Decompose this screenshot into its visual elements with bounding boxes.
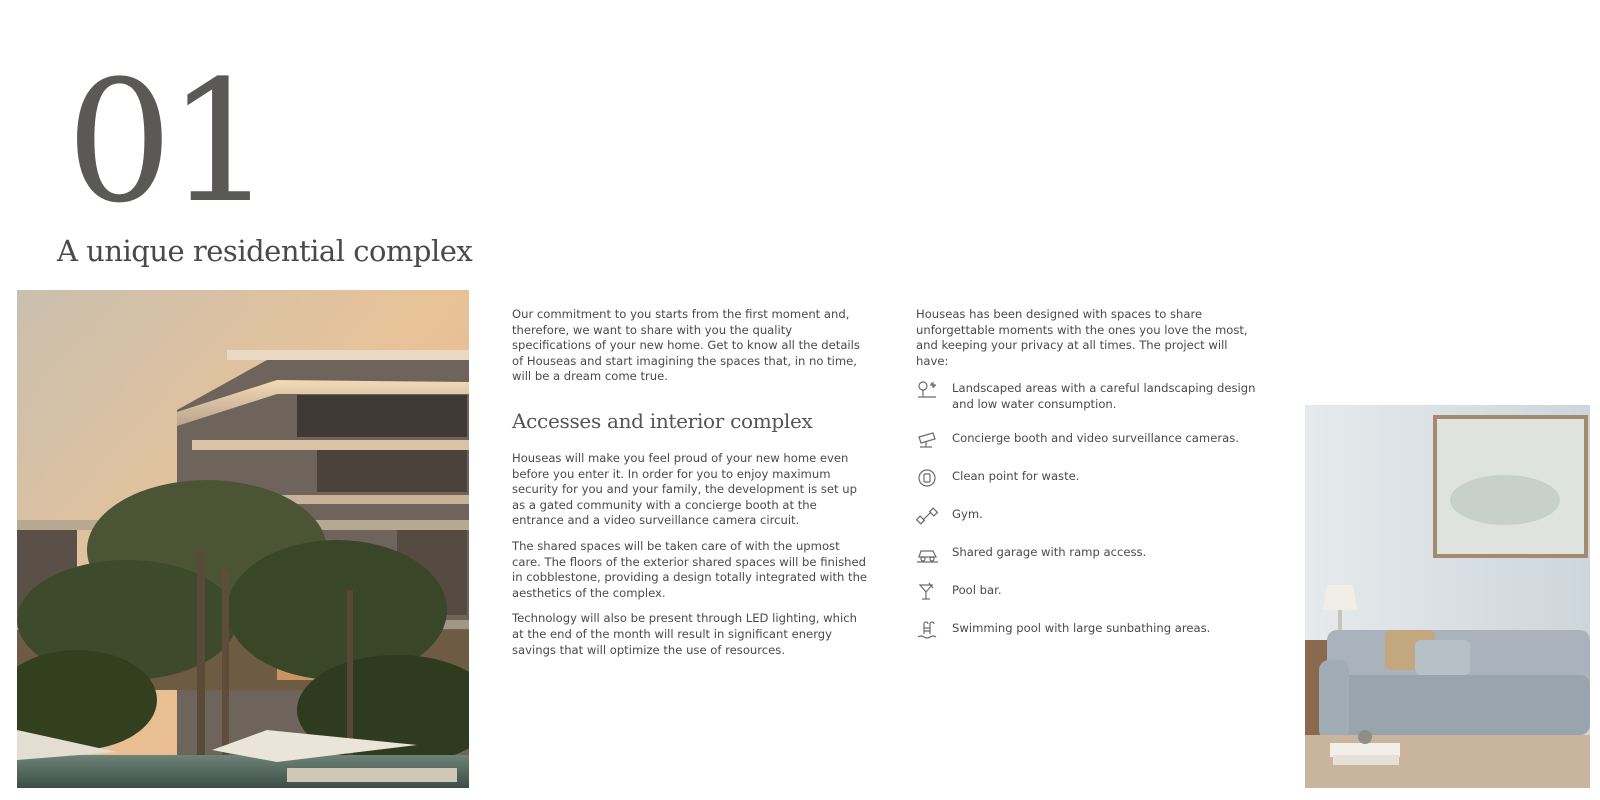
building-photo bbox=[17, 290, 469, 788]
security-camera-icon bbox=[916, 429, 942, 451]
amenity-text: Landscaped areas with a careful landscaping design and low water consumption. bbox=[952, 381, 1256, 411]
specifications-column bbox=[512, 307, 872, 668]
car-icon bbox=[916, 543, 942, 565]
amenities-list bbox=[916, 381, 1256, 640]
intro-paragraph: Our commitment to you starts from the first moment and, therefore, we want to share with you the quality specifications of your new home. Get to know all the details of Houseas and start imagining the spaces that, in no time, will be a dream come true. bbox=[512, 307, 860, 384]
amenity-landscaping bbox=[916, 381, 1256, 412]
amenity-text: Clean point for waste. bbox=[952, 468, 1080, 483]
page-title: A unique residential complex bbox=[57, 234, 473, 268]
amenity-concierge bbox=[916, 431, 1256, 451]
cocktail-icon bbox=[916, 581, 942, 603]
accesses-paragraph-security: Houseas will make you feel proud of your new home even before you enter it. In order for you to enjoy maximum security for you and your family, the development is set up as a gated community with a concierge booth at the entrance and a video surveillance camera circuit. bbox=[512, 450, 857, 528]
amenity-text: Pool bar. bbox=[952, 582, 1002, 597]
amenity-text: Concierge booth and video surveillance cameras. bbox=[952, 430, 1239, 445]
amenity-swimming-pool bbox=[916, 621, 1256, 641]
amenities-column bbox=[916, 307, 1256, 641]
amenity-pool-bar bbox=[916, 583, 1256, 603]
pool-ladder-icon bbox=[916, 619, 942, 641]
living-room-photo bbox=[1305, 405, 1590, 788]
landscape-icon bbox=[916, 379, 942, 401]
accesses-heading: Accesses and interior complex bbox=[512, 408, 813, 433]
amenity-text: Swimming pool with large sunbathing areas. bbox=[952, 620, 1211, 635]
shared-intro-paragraph: Houseas has been designed with spaces to share unforgettable moments with the ones you love the most, and keeping your privacy at all times. The project will have: bbox=[916, 307, 1248, 368]
amenity-text: Gym. bbox=[952, 506, 983, 521]
accesses-paragraph-technology: Technology will also be present through LED lighting, which at the end of the month will result in significant energy savings that will optimize the use of resources. bbox=[512, 611, 857, 657]
accesses-paragraph-shared-spaces: The shared spaces will be taken care of with the upmost care. The floors of the exterior shared spaces will be finished in cobblestone, providing a design totally integrated with the aesthetics of the complex. bbox=[512, 538, 868, 600]
amenity-garage bbox=[916, 545, 1256, 565]
section-number: 01 bbox=[66, 44, 268, 240]
dumbbell-icon bbox=[916, 505, 942, 527]
amenity-gym bbox=[916, 507, 1256, 527]
recycle-icon bbox=[916, 467, 942, 489]
amenity-text: Shared garage with ramp access. bbox=[952, 544, 1147, 559]
amenity-clean-point bbox=[916, 469, 1256, 489]
